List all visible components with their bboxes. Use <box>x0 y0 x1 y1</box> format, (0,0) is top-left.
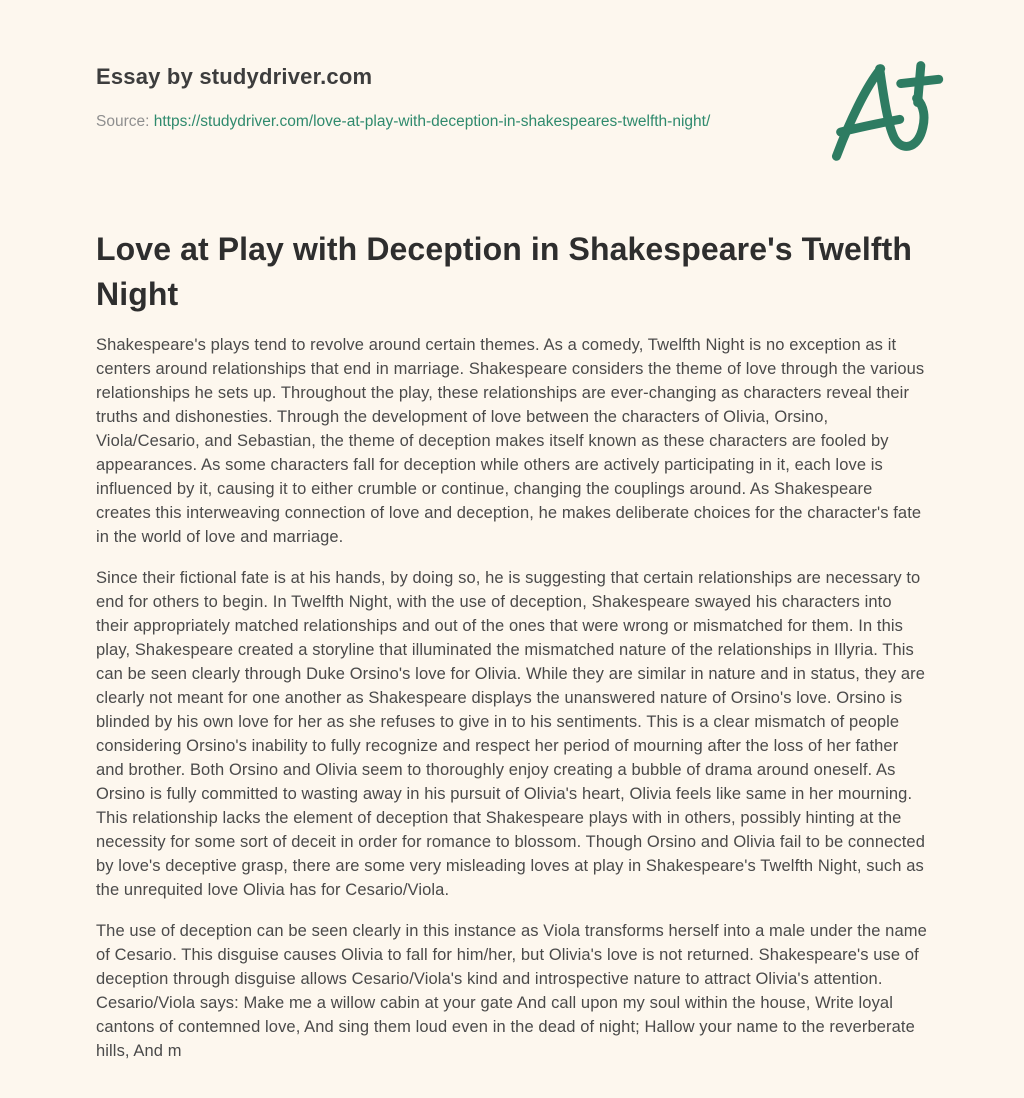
essay-body <box>96 333 928 1063</box>
source-line <box>96 108 744 135</box>
essay-byline: Essay by studydriver.com <box>96 64 373 89</box>
a-plus-logo-icon <box>828 58 944 166</box>
source-url-link[interactable]: https://studydriver.com/love-at-play-with-deception-in-shakespeares-twelfth-night/ <box>153 113 711 130</box>
essay-title: Love at Play with Deception in Shakespeare's Twelfth Night <box>96 231 912 312</box>
essay-paragraph-1: Shakespeare's plays tend to revolve around certain themes. As a comedy, Twelfth Night is no exception as it centers around relationships that end in marriage. Shakespeare considers the theme of love through the various relationships he sets up. Throughout the play, these relationships are ever-changing as characters reveal their truths and dishonesties. Through the development of love between the characters of Olivia, Orsino, Viola/Cesario, and Sebastian, the theme of deception makes itself known as these characters are fooled by appearances. As some characters fall for deception while others are actively participating in it, each love is influenced by it, causing it to either crumble or continue, changing the couplings around. As Shakespeare creates this interweaving connection of love and deception, he makes deliberate choices for the character's fate in the world of love and marriage. <box>96 336 925 546</box>
essay-paragraph-2: Since their fictional fate is at his hands, by doing so, he is suggesting that certain relationships are necessary to end for others to begin. In Twelfth Night, with the use of deception, Shakespeare swayed his characters into their appropriately matched relationships and out of the ones that were wrong or mismatched for them. In this play, Shakespeare created a storyline that illuminated the mismatched nature of the relationships in Illyria. This can be seen clearly through Duke Orsino's love for Olivia. While they are similar in nature and in status, they are clearly not meant for one another as Shakespeare displays the unanswered nature of Orsino's love. Orsino is blinded by his own love for her as she refuses to give in to his sentiments. This is a clear mismatch of people considering Orsino's inability to fully recognize and respect her period of mourning after the loss of her father and brother. Both Orsino and Olivia seem to thoroughly enjoy creating a bubble of drama around oneself. As Orsino is fully committed to wasting away in his pursuit of Olivia's heart, Olivia feels like same in her mourning. This relationship lacks the element of deception that Shakespeare plays with in others, possibly hinting at the necessity for some sort of deceit in order for romance to blossom. Though Orsino and Olivia fail to be connected by love's deceptive grasp, there are some very misleading loves at play in Shakespeare's Twelfth Night, such as the unrequited love Olivia has for Cesario/Viola. <box>96 569 926 899</box>
source-label: Source: <box>96 113 154 130</box>
essay-paragraph-3: The use of deception can be seen clearly in this instance as Viola transforms herself into a male under the name of Cesario. This disguise causes Olivia to fall for him/her, but Olivia's love is not returned. Shakespeare's use of deception through disguise allows Cesario/Viola's kind and introspective nature to attract Olivia's attention. Cesario/Viola says: Make me a willow cabin at your gate And call upon my soul within the house, Write loyal cantons of contemned love, And sing them loud even in the dead of night; Hallow your name to the reverberate hills, And m <box>96 922 927 1060</box>
